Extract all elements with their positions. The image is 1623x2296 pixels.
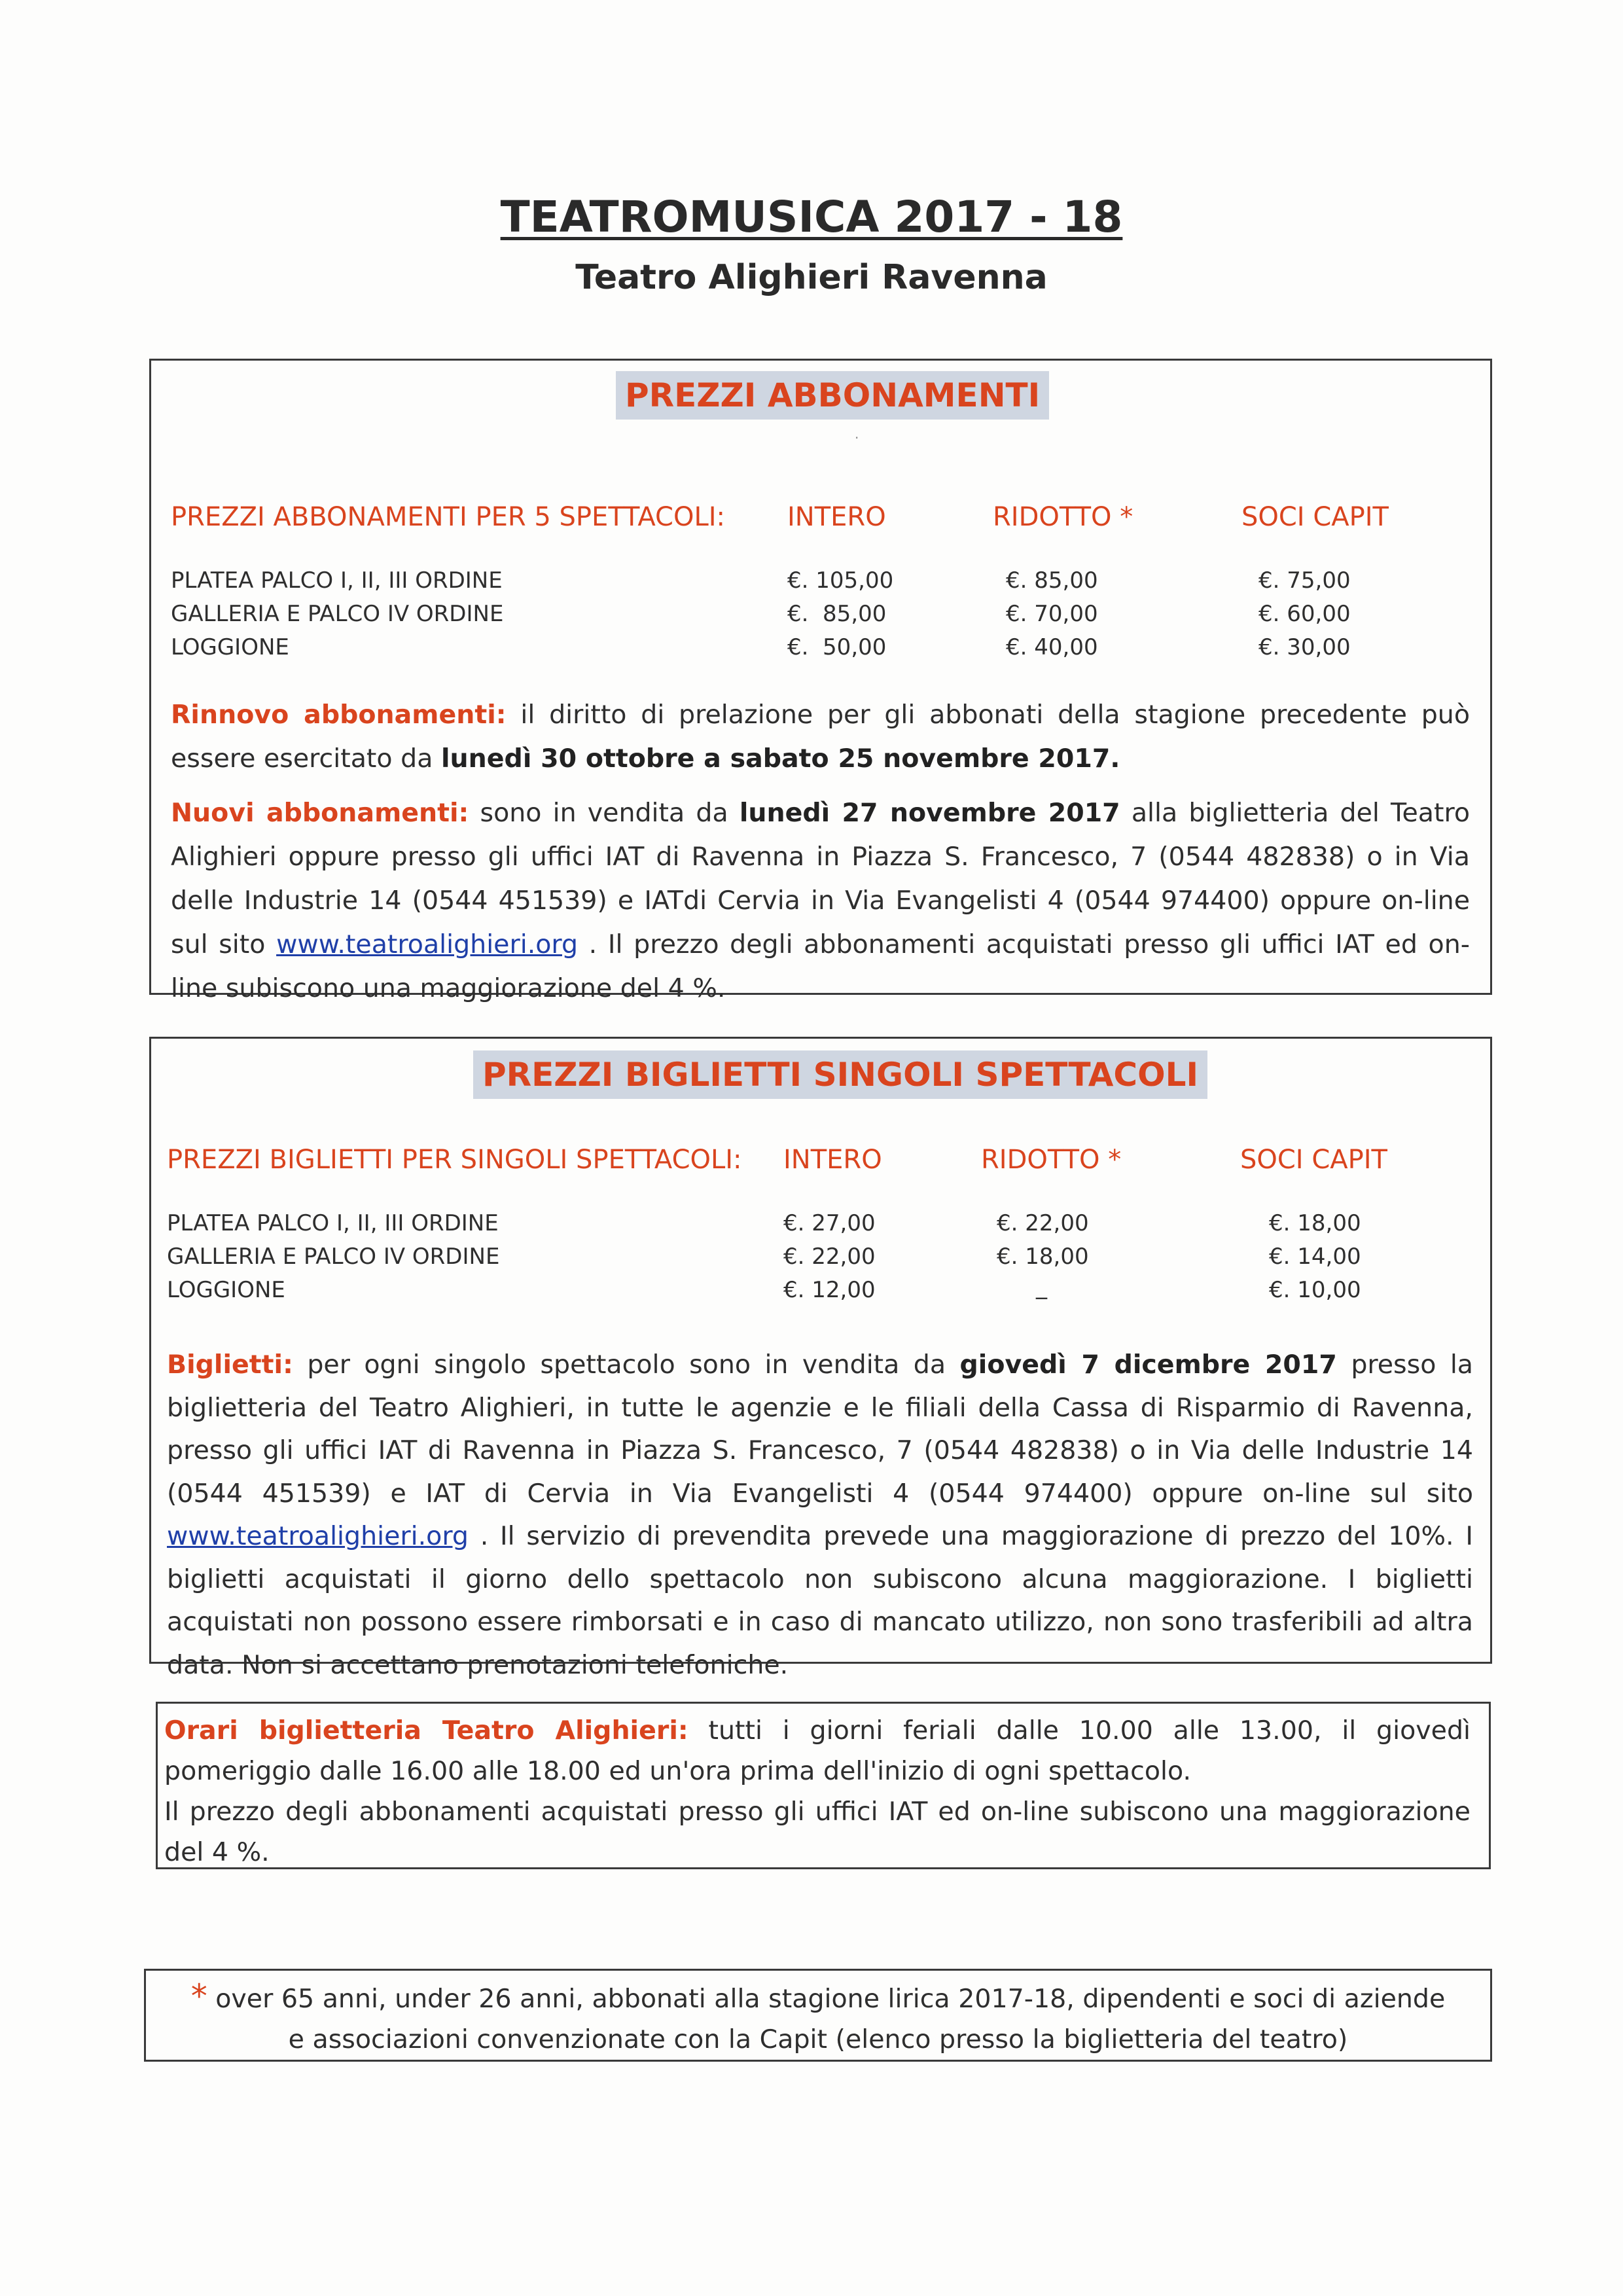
big-price-soci: €. 10,00: [1269, 1277, 1361, 1303]
big-price-ridotto: _: [1036, 1274, 1047, 1300]
abb-col-header-category: PREZZI ABBONAMENTI PER 5 SPETTACOLI:: [171, 502, 726, 532]
abb-price-ridotto: €. 85,00: [1006, 567, 1098, 594]
orari-note: Il prezzo degli abbonamenti acquistati presso gli uffici IAT ed on-line subiscono una maggiorazione del 4 %.: [164, 1797, 1471, 1867]
big-row-label: GALLERIA E PALCO IV ORDINE: [167, 1244, 500, 1270]
website-link[interactable]: www.teatroalighieri.org: [167, 1521, 469, 1551]
orari-paragraph: [164, 1710, 1471, 1873]
orari-text: tutti i giorni feriali dalle 10.00 alle 13.00, il giovedì pomeriggio dalle 16.00 alle 18.00 ed un'ora prima dell'inizio di ogni spettacolo.: [164, 1715, 1471, 1786]
big-col-header-soci: SOCI CAPIT: [1240, 1145, 1387, 1175]
abb-price-ridotto: €. 70,00: [1006, 601, 1098, 627]
biglietti-date: giovedì 7 dicembre 2017: [959, 1350, 1337, 1380]
orari-label: Orari biglietteria Teatro Alighieri:: [164, 1715, 688, 1746]
abb-price-soci: €. 75,00: [1258, 567, 1351, 594]
abb-price-intero: €. 85,00: [787, 601, 887, 627]
big-row-label: LOGGIONE: [167, 1277, 285, 1303]
abb-price-ridotto: €. 40,00: [1006, 634, 1098, 660]
big-price-intero: €. 22,00: [783, 1244, 876, 1270]
page-subtitle: Teatro Alighieri Ravenna: [575, 258, 1048, 297]
biglietti-text: presso la biglietteria del Teatro Alighieri, in tutte le agenzie e le filiali della Cassa di Risparmio di Ravenna, presso gli uffici IAT di Ravenna in Piazza S. Francesco, 7 (0544 482838) o in Via delle Industrie 14 (0544 451539) e IAT di Cervia in Via Evangelisti 4 (0544 974400) oppure on-line sul sito: [167, 1350, 1474, 1509]
page-title: TEATROMUSICA 2017 - 18: [500, 192, 1123, 242]
big-price-ridotto: €. 22,00: [997, 1210, 1089, 1236]
abb-row-label: GALLERIA E PALCO IV ORDINE: [171, 601, 504, 627]
nuovi-label: Nuovi abbonamenti:: [171, 798, 469, 828]
big-price-soci: €. 18,00: [1269, 1210, 1361, 1236]
biglietti-paragraph: [167, 1344, 1473, 1687]
big-price-soci: €. 14,00: [1269, 1244, 1361, 1270]
big-price-intero: €. 12,00: [783, 1277, 876, 1303]
big-col-header-category: PREZZI BIGLIETTI PER SINGOLI SPETTACOLI:: [167, 1145, 742, 1175]
rinnovo-text: il diritto di prelazione per gli abbonati della stagione precedente può essere esercitato da: [171, 700, 1471, 774]
rinnovo-paragraph: [171, 693, 1470, 781]
big-row-label: PLATEA PALCO I, II, III ORDINE: [167, 1210, 499, 1236]
scan-speck: .: [855, 426, 859, 442]
abb-price-intero: €. 50,00: [787, 634, 887, 660]
footnote-line: over 65 anni, under 26 anni, abbonati alla stagione lirica 2017-18, dipendenti e soci di aziende: [207, 1984, 1446, 2014]
biglietti-label: Biglietti:: [167, 1350, 293, 1380]
nuovi-text: alla biglietteria del Teatro Alighieri oppure presso gli uffici IAT di Ravenna in Piazza S. Francesco, 7 (0544 482838) o in Via delle Industrie 14 (0544 451539) e IATdi Cervia in Via Evangelisti 4 (0544 974400) oppure on-line sul sito: [171, 798, 1471, 960]
rinnovo-label: Rinnovo abbonamenti:: [171, 700, 507, 730]
big-price-ridotto: €. 18,00: [997, 1244, 1089, 1270]
nuovi-paragraph: [171, 791, 1470, 1011]
abb-row-label: PLATEA PALCO I, II, III ORDINE: [171, 567, 503, 594]
abbonamenti-heading: PREZZI ABBONAMENTI: [616, 371, 1049, 420]
nuovi-text: sono in vendita da: [469, 798, 740, 828]
footnote-line: e associazioni convenzionate con la Capit (elenco presso la biglietteria del teatro): [288, 2024, 1348, 2054]
abb-col-header-soci: SOCI CAPIT: [1241, 502, 1389, 532]
nuovi-text: . Il prezzo degli abbonamenti acquistati presso gli uffici IAT ed on-line subiscono una maggiorazione del 4 %.: [171, 929, 1470, 1003]
footnote-asterisk: *: [190, 1977, 207, 2015]
website-link[interactable]: www.teatroalighieri.org: [276, 929, 579, 960]
abb-price-intero: €. 105,00: [787, 567, 894, 594]
abb-col-header-intero: INTERO: [787, 502, 886, 532]
rinnovo-dates: lunedì 30 ottobre a sabato 25 novembre 2017.: [440, 744, 1120, 774]
abb-price-soci: €. 60,00: [1258, 601, 1351, 627]
abb-row-label: LOGGIONE: [171, 634, 289, 660]
orari-section: [156, 1702, 1491, 1869]
big-col-header-intero: INTERO: [783, 1145, 882, 1175]
big-col-header-ridotto: RIDOTTO *: [981, 1145, 1122, 1175]
big-price-intero: €. 27,00: [783, 1210, 876, 1236]
biglietti-section: [149, 1037, 1492, 1680]
footnote-box: [144, 1969, 1492, 2062]
abb-price-soci: €. 30,00: [1258, 634, 1351, 660]
footnote-text: [146, 1976, 1490, 2060]
nuovi-date: lunedì 27 novembre 2017: [739, 798, 1120, 828]
abbonamenti-section: [149, 359, 1492, 1003]
abb-col-header-ridotto: RIDOTTO *: [993, 502, 1133, 532]
biglietti-text: per ogni singolo spettacolo sono in vendita da: [293, 1350, 960, 1380]
biglietti-heading: PREZZI BIGLIETTI SINGOLI SPETTACOLI: [473, 1050, 1207, 1099]
biglietti-text: . Il servizio di prevendita prevede una maggiorazione di prezzo del 10%. I biglietti acquistati il giorno dello spettacolo non subiscono alcuna maggiorazione. I biglietti acquistati non possono essere rimborsati e in caso di mancato utilizzo, non sono trasferibili ad altra data. Non si accettano prenotazioni telefoniche.: [167, 1521, 1473, 1680]
